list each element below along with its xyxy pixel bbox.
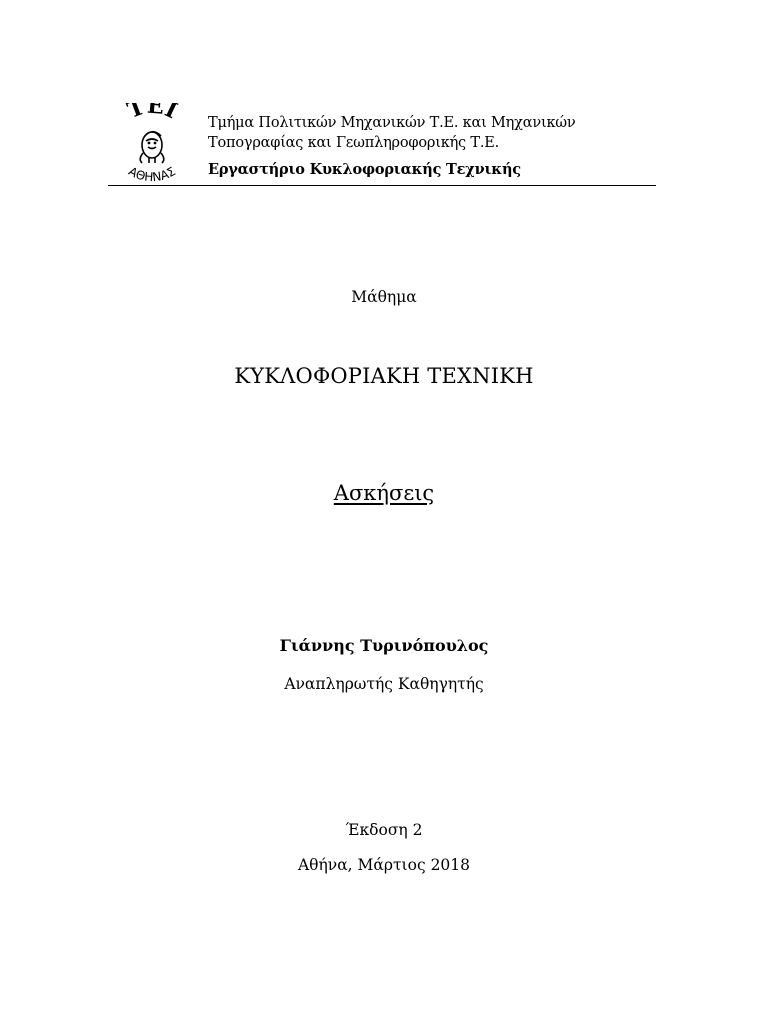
- author-title: Αναπληρωτής Καθηγητής: [284, 675, 484, 693]
- subject-label: Μάθημα: [351, 288, 417, 306]
- subject-title: ΚΥΚΛΟΦΟΡΙΑΚΗ ΤΕΧΝΙΚΗ: [234, 364, 534, 388]
- institution-header: [208, 113, 658, 180]
- department-line-1: Τμήμα Πολιτικών Μηχανικών Τ.Ε. και Μηχανικών: [208, 115, 576, 131]
- author-name: Γιάννης Τυρινόπουλος: [279, 636, 489, 655]
- place-date: Αθήνα, Μάρτιος 2018: [297, 856, 471, 874]
- logo-text-bottom: ΑΘΗΝΑΣ: [126, 164, 178, 183]
- logo-text-top: ΤΕΙ: [124, 103, 182, 125]
- tei-athens-logo-icon: [108, 103, 196, 183]
- department-line-2: Τοπογραφίας και Γεωπληροφορικής Τ.Ε.: [208, 135, 500, 151]
- header-divider: [108, 185, 656, 186]
- document-type: Ασκήσεις: [333, 481, 435, 505]
- svg-text:ΑΘΗΝΑΣ: [126, 164, 178, 183]
- edition: Έκδοση 2: [345, 821, 423, 839]
- laboratory-name: Εργαστήριο Κυκλοφοριακής Τεχνικής: [208, 161, 521, 178]
- svg-text:ΤΕΙ: [124, 103, 181, 124]
